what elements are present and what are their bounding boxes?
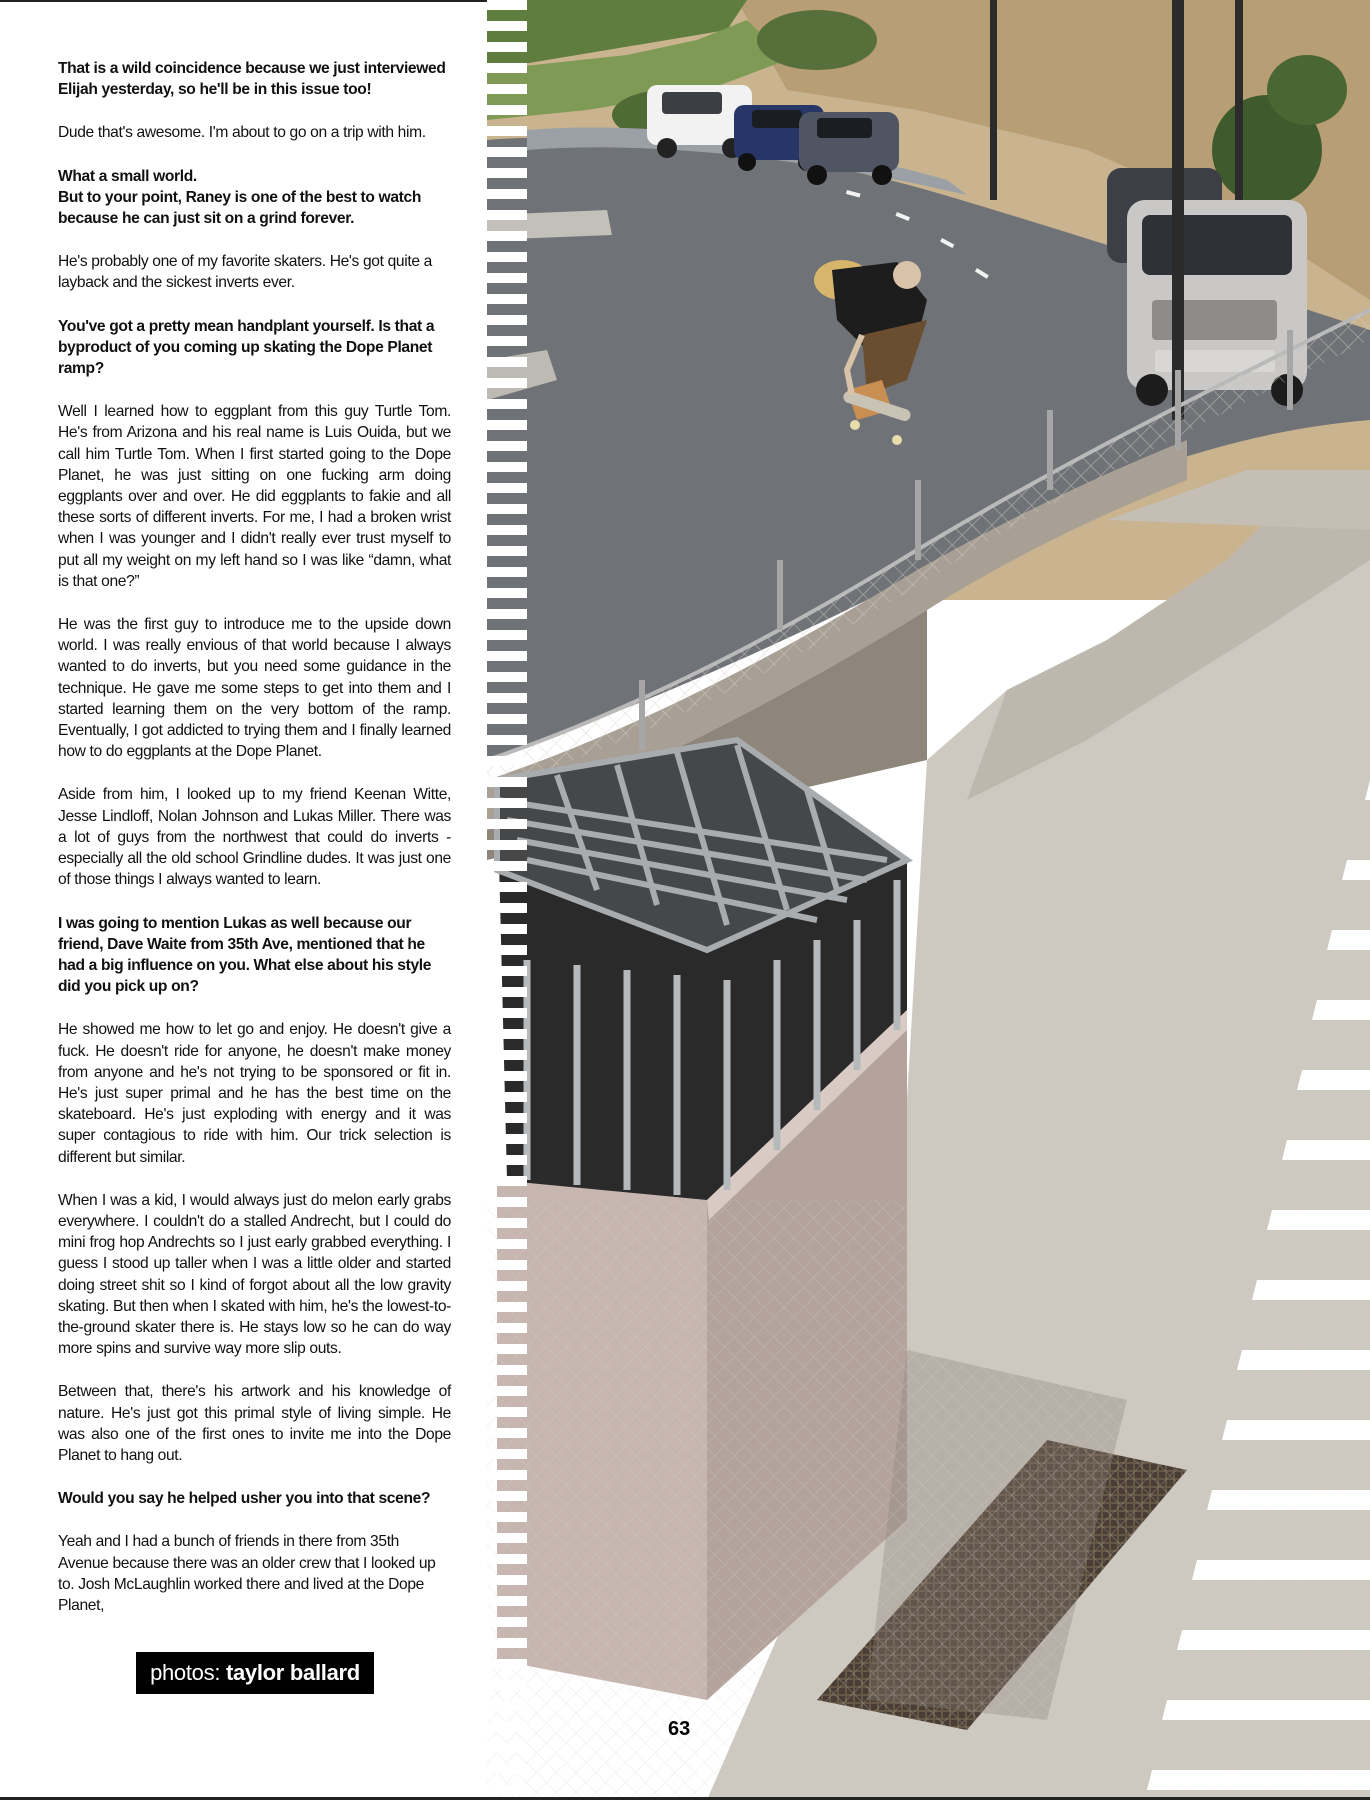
answer-paragraph: Aside from him, I looked up to my friend Keenan Witte, Jesse Lindloff, Nolan Johnson and Lukas Miller. There was a lot of guys from the northwest that could do inverts - especially all the old school Grindline dudes. It was just one of those things I always wanted to learn. (58, 786, 451, 889)
question-paragraph: I was going to mention Lukas as well because our friend, Dave Waite from 35th Ave, mentioned that he had a big influence on you. What else about his style did you pick up on? (58, 914, 432, 996)
answer-paragraph: Dude that's awesome. I'm about to go on a trip with him. (58, 124, 426, 142)
answer-paragraph: Well I learned how to eggplant from this guy Turtle Tom. He's from Arizona and his real name is Luis Ouida, but we call him Turtle Tom. When I first started going to the Dope Planet, he was just sitting on one fucking arm doing eggplants over and over. He did eggplants to fakie and all these sorts of different inverts. For me, I had a broken wrist when I was younger and I didn't really ever trust myself to put all my weight on my left hand so I was like “damn, what is that one?” (58, 403, 451, 590)
answer-paragraph: He was the first guy to introduce me to the upside down world. I was really envious of that world because I always wanted to do inverts, but you need some guidance in the technique. He gave me some steps to get into them and I started learning them on the very bottom of the ramp. Eventually, I got addicted to trying them and I finally learned how to do eggplants at the Dope Planet. (58, 616, 451, 761)
question-paragraph: What a small world. But to your point, Raney is one of the best to watch because he can just sit on a grind forever. (58, 167, 421, 228)
credit-photographer: taylor ballard (225, 1660, 360, 1685)
question-paragraph: That is a wild coincidence because we just interviewed Elijah yesterday, so he'll be in this issue too! (58, 60, 446, 99)
photo-credit-label (136, 1652, 374, 1694)
question-paragraph: You've got a pretty mean handplant yourself. Is that a byproduct of you coming up skating the Dope Planet ramp? (58, 317, 435, 378)
skate-photo (487, 0, 1370, 1800)
interview-text-column (58, 58, 451, 1638)
skate-photo-illustration (487, 0, 1370, 1800)
answer-paragraph: He's probably one of my favorite skaters. He's got quite a layback and the sickest inverts ever. (58, 253, 432, 292)
answer-paragraph: Yeah and I had a bunch of friends in there from 35th Avenue because there was an older crew that I looked up to. Josh McLaughlin worked there and lived at the Dope Planet, (58, 1533, 436, 1614)
question-paragraph: Would you say he helped usher you into that scene? (58, 1490, 431, 1508)
decorative-stripes-left (487, 0, 527, 1800)
credit-prefix: photos: (150, 1660, 226, 1685)
answer-paragraph: Between that, there's his artwork and his knowledge of nature. He's just got this primal style of living simple. He was also one of the first ones to invite me into the Dope Planet to hang out. (58, 1383, 451, 1464)
answer-paragraph: He showed me how to let go and enjoy. He doesn't give a fuck. He doesn't ride for anyone, he doesn't make money from anyone and he's not trying to be sponsored or fit in. He's just super primal and he has the best time on the skateboard. He's just exploding with energy and it was super contagious to ride with him. Our trick selection is different but similar. (58, 1021, 451, 1166)
answer-paragraph: When I was a kid, I would always just do melon early grabs everywhere. I couldn't do a stalled Andrecht, but I could do mini frog hop Andrechts so I just early grabbed everything. I guess I stood up taller when I was a little older and started doing street shit so I kind of forgot about all the low gravity skating. But then when I skated with him, he's the lowest-to-the-ground skater there is. He stays low so he can do way more spins and survive way more slip outs. (58, 1191, 451, 1358)
page-number: 63 (668, 1718, 691, 1740)
